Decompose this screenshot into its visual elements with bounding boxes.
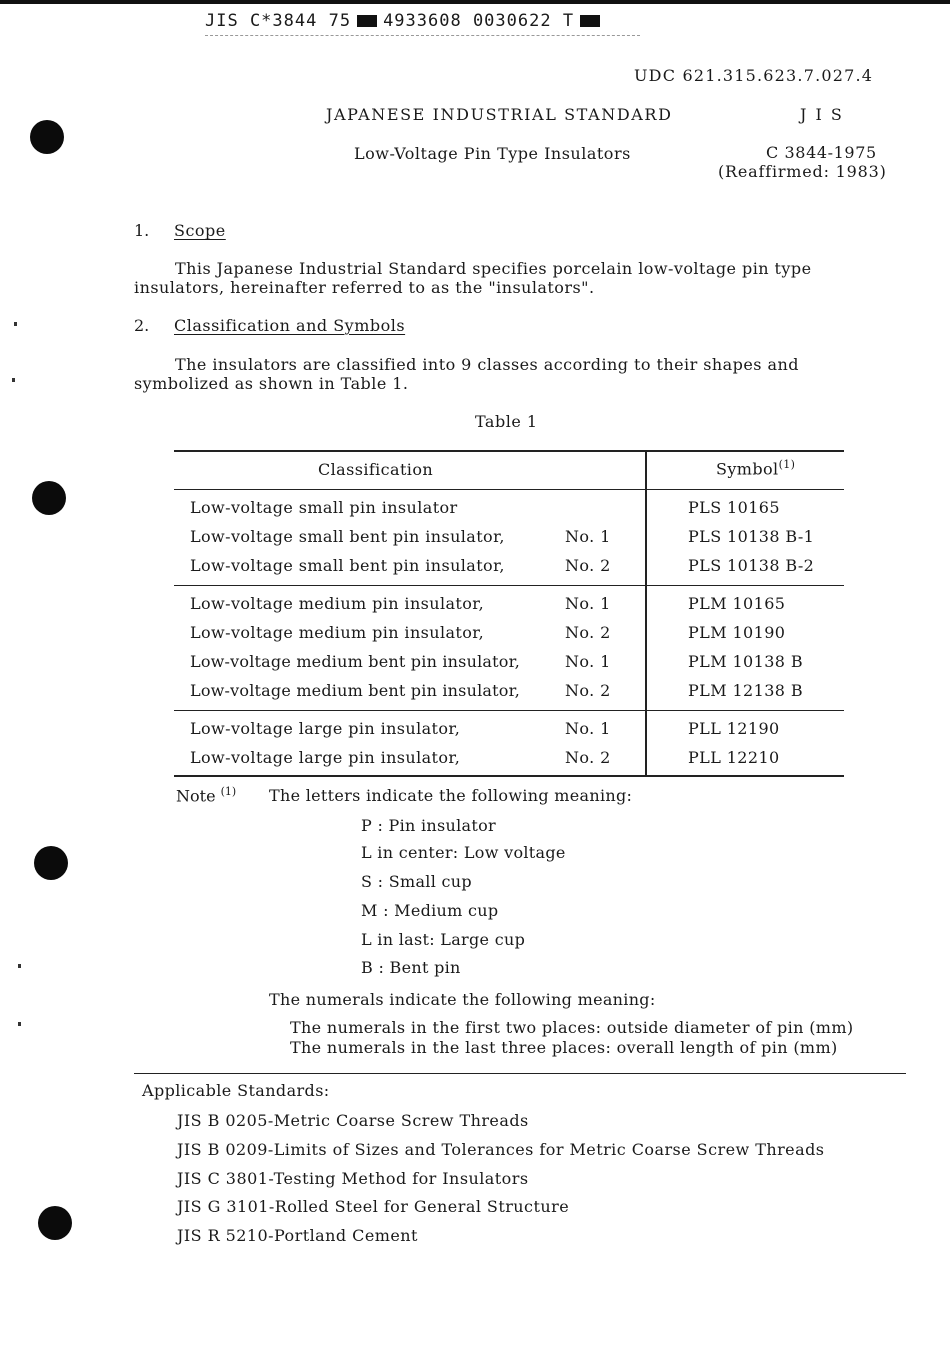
block-mark-icon xyxy=(580,15,600,27)
row-number: No. 1 xyxy=(565,719,611,738)
doc-title: Low-Voltage Pin Type Insulators xyxy=(354,144,631,163)
scope-text: insulators, hereinafter referred to as the "insulators". xyxy=(134,278,595,297)
applicable-item: JIS B 0205-Metric Coarse Screw Threads xyxy=(177,1111,529,1130)
top-border xyxy=(0,0,950,4)
note-label-text: Note xyxy=(176,786,216,806)
row-number: No. 2 xyxy=(565,748,611,767)
applicable-heading: Applicable Standards: xyxy=(142,1081,330,1100)
row-symbol: PLS 10138 B-1 xyxy=(688,527,815,546)
section-heading: Scope xyxy=(174,221,226,240)
numerals-intro: The numerals indicate the following meaning: xyxy=(269,990,656,1009)
table-divider xyxy=(645,450,647,776)
section-number: 1. xyxy=(134,221,150,240)
row-symbol: PLM 10190 xyxy=(688,623,786,642)
classification-text: symbolized as shown in Table 1. xyxy=(134,374,409,393)
row-number: No. 1 xyxy=(565,652,611,671)
scan-speck xyxy=(14,322,17,326)
row-name: Low-voltage small bent pin insulator, xyxy=(190,527,505,546)
letter-meaning: P : Pin insulator xyxy=(361,816,497,835)
letter-meaning: L in last: Large cup xyxy=(361,930,526,949)
scan-speck xyxy=(18,1022,21,1026)
row-symbol: PLS 10138 B-2 xyxy=(688,556,815,575)
table-rule xyxy=(174,489,844,490)
section-number: 2. xyxy=(134,316,150,335)
row-name: Low-voltage large pin insulator, xyxy=(190,748,461,767)
table-header-note-ref: (1) xyxy=(778,458,796,471)
section-heading: Classification and Symbols xyxy=(174,316,406,335)
classification-text: The insulators are classified into 9 classes according to their shapes and xyxy=(175,355,799,374)
row-name: Low-voltage small bent pin insulator, xyxy=(190,556,505,575)
row-symbol: PLS 10165 xyxy=(688,498,780,517)
table-rule xyxy=(174,775,844,777)
row-symbol: PLM 10165 xyxy=(688,594,786,613)
scan-header-suffix: T xyxy=(562,11,575,31)
scan-header xyxy=(205,11,606,31)
punch-hole-icon xyxy=(30,120,64,154)
punch-hole-icon xyxy=(38,1206,72,1240)
table-header-symbol xyxy=(716,458,795,478)
applicable-item: JIS B 0209-Limits of Sizes and Tolerances for Metric Coarse Screw Threads xyxy=(177,1140,825,1159)
letter-meaning: M : Medium cup xyxy=(361,901,499,920)
table-header-classification: Classification xyxy=(318,460,434,479)
table-rule xyxy=(174,585,844,586)
table-rule xyxy=(174,450,844,452)
block-mark-icon xyxy=(357,15,377,27)
row-number: No. 1 xyxy=(565,594,611,613)
letter-meaning: S : Small cup xyxy=(361,872,472,891)
punch-hole-icon xyxy=(34,846,68,880)
row-number: No. 2 xyxy=(565,556,611,575)
row-symbol: PLM 12138 B xyxy=(688,681,804,700)
jis-mark: J I S xyxy=(800,105,844,124)
scan-header-code: 4933608 0030622 xyxy=(383,11,552,31)
row-number: No. 2 xyxy=(565,623,611,642)
row-symbol: PLL 12190 xyxy=(688,719,780,738)
org-title: JAPANESE INDUSTRIAL STANDARD xyxy=(326,105,673,124)
doc-number: C 3844-1975 xyxy=(766,143,877,162)
row-name: Low-voltage small pin insulator xyxy=(190,498,458,517)
scan-header-left: JIS C*3844 75 xyxy=(205,11,352,31)
row-number: No. 1 xyxy=(565,527,611,546)
note-ref: (1) xyxy=(220,785,237,798)
note-label xyxy=(176,785,236,805)
numerals-meaning: The numerals in the first two places: outside diameter of pin (mm) xyxy=(290,1018,854,1037)
scan-header-rule xyxy=(205,35,640,36)
table-header-symbol-label: Symbol xyxy=(716,459,779,479)
scope-text: This Japanese Industrial Standard specifies porcelain low-voltage pin type xyxy=(175,259,812,278)
letter-meaning: L in center: Low voltage xyxy=(361,843,566,862)
row-name: Low-voltage medium bent pin insulator, xyxy=(190,652,520,671)
punch-hole-icon xyxy=(32,481,66,515)
scan-speck xyxy=(12,378,15,382)
row-name: Low-voltage medium pin insulator, xyxy=(190,594,485,613)
row-symbol: PLL 12210 xyxy=(688,748,780,767)
table-rule xyxy=(174,710,844,711)
row-name: Low-voltage medium bent pin insulator, xyxy=(190,681,520,700)
applicable-item: JIS G 3101-Rolled Steel for General Structure xyxy=(177,1197,570,1216)
applicable-rule xyxy=(134,1073,906,1074)
udc-number: UDC 621.315.623.7.027.4 xyxy=(634,66,874,85)
scan-speck xyxy=(18,964,21,968)
reaffirmed-note: (Reaffirmed: 1983) xyxy=(718,162,887,181)
applicable-item: JIS C 3801-Testing Method for Insulators xyxy=(177,1169,529,1188)
row-symbol: PLM 10138 B xyxy=(688,652,804,671)
numerals-meaning: The numerals in the last three places: overall length of pin (mm) xyxy=(290,1038,838,1057)
letter-meaning: B : Bent pin xyxy=(361,958,461,977)
applicable-item: JIS R 5210-Portland Cement xyxy=(177,1226,418,1245)
note-intro: The letters indicate the following meaning: xyxy=(269,786,633,805)
row-number: No. 2 xyxy=(565,681,611,700)
table-caption: Table 1 xyxy=(475,412,538,431)
row-name: Low-voltage medium pin insulator, xyxy=(190,623,485,642)
row-name: Low-voltage large pin insulator, xyxy=(190,719,461,738)
